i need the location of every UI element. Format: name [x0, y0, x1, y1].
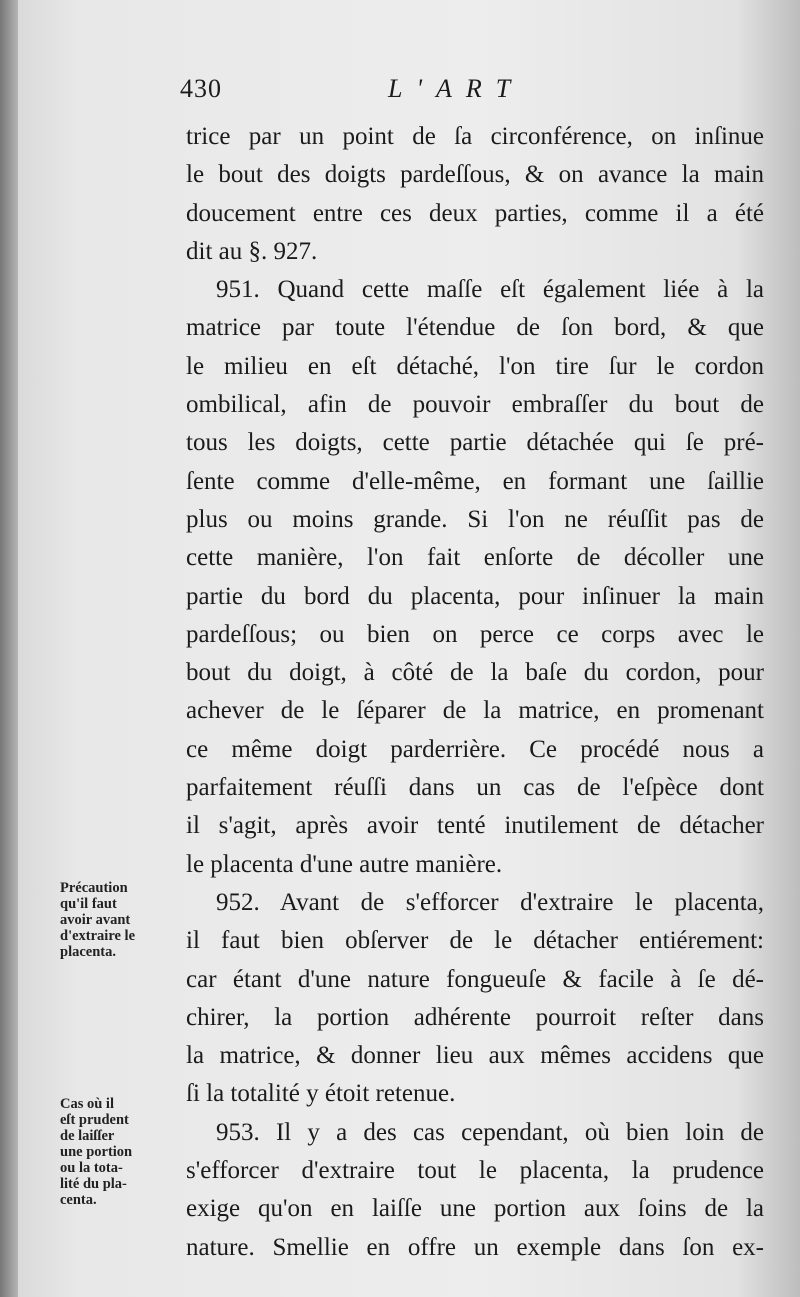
text-line: parfaitement réuſſi dans un cas de l'eſpèce dont	[186, 774, 764, 802]
text-line: dit au §. 927.	[186, 237, 318, 265]
text-line: doucement entre ces deux parties, comme il a été	[186, 199, 764, 227]
text-line: la matrice, & donner lieu aux mêmes accidens que	[186, 1042, 764, 1070]
margin-note-line: qu'il faut	[60, 896, 117, 912]
text-line: achever de le ſéparer de la matrice, en promenant	[186, 697, 764, 725]
text-line: s'efforcer d'extraire tout le placenta, la prudence	[186, 1157, 764, 1185]
text-line: trice par un point de ſa circonférence, on inſinue	[186, 123, 764, 150]
text-line: bout du doigt, à côté de la baſe du cordon, pour	[186, 659, 764, 687]
margin-note-line: d'extraire le	[60, 928, 136, 944]
text-line: ce même doigt parderrière. Ce procédé nous a	[186, 735, 764, 763]
text-line: il faut bien obſerver de le détacher entiérement:	[186, 927, 764, 955]
text-line: 953. Il y a des cas cependant, où bien loin de	[216, 1118, 764, 1146]
text-line: pardeſſous; ou bien on perce ce corps avec le	[186, 620, 764, 648]
text-line: le bout des doigts pardeſſous, & on avance la main	[186, 161, 764, 189]
text-line: tous les doigts, cette partie détachée qui ſe pré-	[186, 429, 764, 457]
text-line: le placenta d'une autre manière.	[186, 850, 503, 878]
margin-note-line: centa.	[60, 1192, 97, 1208]
margin-note-precaution	[60, 880, 188, 960]
text-line: plus ou moins grande. Si l'on ne réuſſit pas de	[186, 505, 764, 533]
margin-note-partial-placenta	[60, 1096, 188, 1208]
text-line: exige qu'on en laiſſe une portion aux ſoins de la	[186, 1195, 764, 1223]
margin-note-line: avoir avant	[60, 912, 131, 928]
text-line: 951. Quand cette maſſe eſt également liée à la	[216, 276, 764, 304]
page-gutter-shadow	[0, 0, 18, 1297]
margin-note-line: ou la tota-	[60, 1160, 123, 1176]
running-title: L'ART	[388, 74, 525, 103]
margin-note-line: Cas où il	[60, 1096, 114, 1112]
text-line: nature. Smellie en offre un exemple dans ſon ex-	[186, 1233, 764, 1261]
text-line: ombilical, afin de pouvoir embraſſer du bout de	[186, 391, 764, 419]
text-line: 952. Avant de s'efforcer d'extraire le placenta,	[216, 888, 764, 916]
body-text	[186, 118, 764, 1267]
margin-note-line: Précaution	[60, 880, 128, 896]
text-line: le milieu en eſt détaché, l'on tire ſur le cordon	[186, 352, 764, 380]
text-line: matrice par toute l'étendue de ſon bord, & que	[186, 314, 764, 342]
text-line: ſente comme d'elle-même, en formant une ſaillie	[186, 467, 764, 495]
text-line: cette manière, l'on fait enſorte de décoller une	[186, 544, 764, 572]
margin-note-line: de laiſſer	[60, 1128, 115, 1144]
text-line: chirer, la portion adhérente pourroit reſter dans	[186, 1003, 764, 1031]
text-line: ſi la totalité y étoit retenue.	[186, 1080, 456, 1108]
margin-note-line: placenta.	[60, 944, 116, 960]
page-header	[0, 70, 800, 110]
margin-note-line: eſt prudent	[60, 1112, 129, 1128]
text-line: il s'agit, après avoir tenté inutilement de détacher	[186, 812, 764, 840]
margin-note-line: une portion	[60, 1144, 133, 1160]
text-line: car étant d'une nature fongueuſe & facile à ſe dé-	[186, 965, 764, 993]
page-number: 430	[180, 74, 222, 103]
margin-note-line: lité du pla-	[60, 1176, 127, 1192]
text-line: partie du bord du placenta, pour inſinuer la main	[186, 582, 764, 610]
